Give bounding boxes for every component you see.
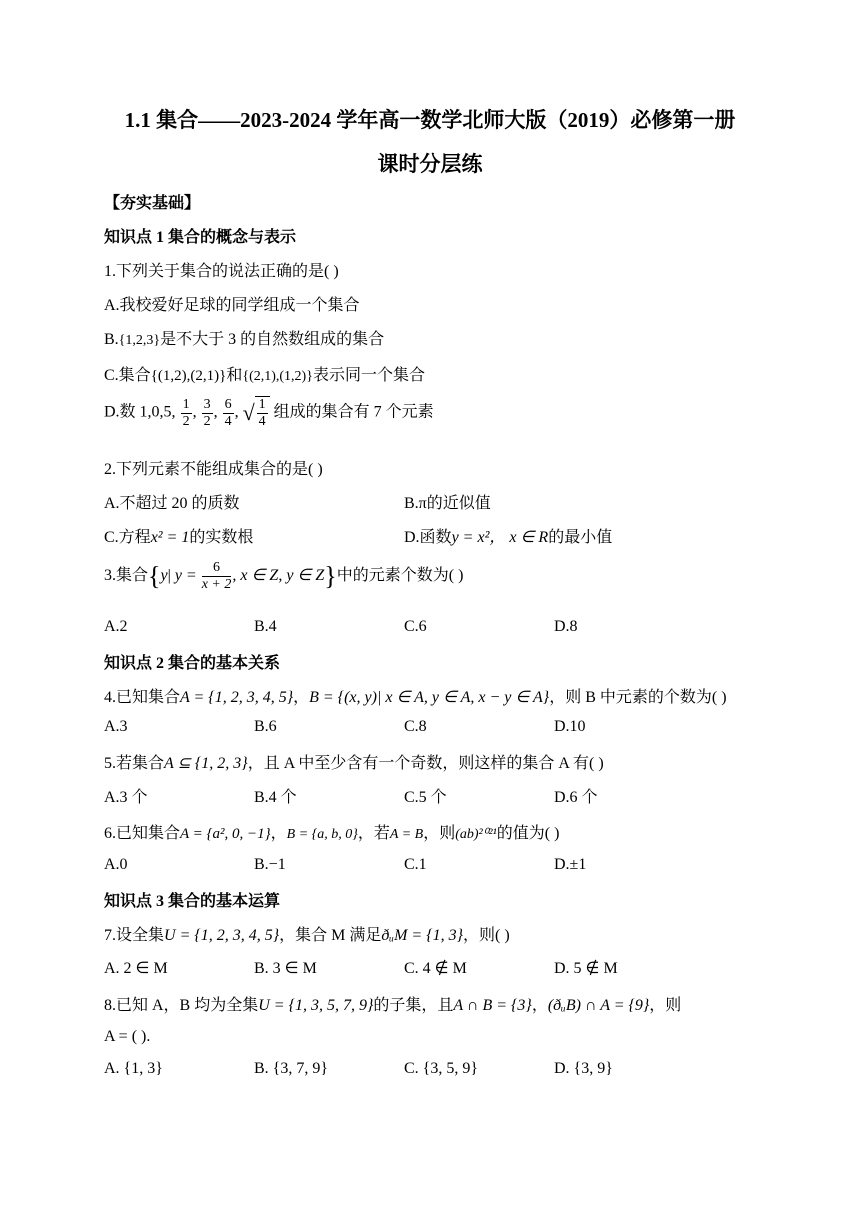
q7-stem: 7.设全集U = {1, 2, 3, 4, 5}，集合 M 满足ðᵤM = {1, 3}，则( ): [104, 927, 510, 944]
q1-option-a: A.我校爱好足球的同学组成一个集合: [104, 297, 360, 314]
fraction: $\frac{6}{x + 2}$: [201, 560, 232, 592]
q6-option-a: A.0: [104, 856, 128, 873]
fraction: $\frac{3}{2}$: [203, 396, 211, 429]
q8-option-b: B. {3, 7, 9}: [254, 1060, 329, 1077]
doc-title-line2: 课时分层练: [377, 152, 483, 176]
q1-option-b: B.{1,2,3}是不大于 3 的自然数组成的集合: [104, 331, 385, 348]
q4-option-d: D.10: [554, 718, 586, 735]
knowledge-point-1: 知识点 1 集合的概念与表示: [104, 229, 297, 246]
q1-stem: 1.下列关于集合的说法正确的是( ): [104, 263, 339, 280]
fraction: $\frac{6}{4}$: [224, 396, 232, 429]
fraction: $\frac{1}{2}$: [182, 396, 190, 429]
q3-option-c: C.6: [404, 618, 427, 635]
q2-stem: 2.下列元素不能组成集合的是( ): [104, 461, 323, 478]
q5-stem: 5.若集合A ⊆ {1, 2, 3}，且 A 中至少含有一个奇数，则这样的集合 A 有( ): [104, 755, 604, 772]
q1-option-c: C.集合{(1,2),(2,1)}和{(2,1),(1,2)}表示同一个集合: [104, 367, 425, 384]
q8-option-a: A. {1, 3}: [104, 1060, 163, 1077]
q8-option-d: D. {3, 9}: [554, 1060, 613, 1077]
knowledge-point-3: 知识点 3 集合的基本运算: [104, 893, 281, 910]
q7-option-a: A. 2 ∈ M: [104, 960, 168, 977]
q5-option-d: D.6 个: [554, 789, 598, 806]
q8-stem: 8.已知 A，B 均为全集U = {1, 3, 5, 7, 9}的子集，且A ∩ B = {3}，(ðᵤB) ∩ A = {9}，则: [104, 997, 682, 1014]
q6-stem: 6.已知集合A = {a², 0, −1}，B = {a, b, 0}，若A = B，则(ab)²⁰²¹的值为( ): [104, 825, 560, 842]
doc-title-line1: 1.1 集合——2023-2024 学年高一数学北师大版（2019）必修第一册: [124, 108, 736, 132]
q2-option-c: C.方程x² = 1的实数根: [104, 529, 254, 546]
q8-stem-line2: A = ( ).: [104, 1028, 151, 1045]
q3-option-a: A.2: [104, 618, 128, 635]
knowledge-point-2: 知识点 2 集合的基本关系: [104, 655, 281, 672]
q2-option-d: D.函数y = x²， x ∈ R的最小值: [404, 529, 613, 546]
q3-stem: 3.集合{y| y = $\frac{6}{x + 2}$ , x ∈ Z, y ∈ Z}中的元素个数为( ): [104, 560, 464, 592]
q2-option-b: B.π的近似值: [404, 495, 491, 512]
q5-option-c: C.5 个: [404, 789, 447, 806]
q5-option-a: A.3 个: [104, 789, 148, 806]
q5-option-b: B.4 个: [254, 789, 297, 806]
section-heading: 【夯实基础】: [104, 195, 201, 212]
q7-option-b: B. 3 ∈ M: [254, 960, 317, 977]
q6-option-b: B.−1: [254, 856, 286, 873]
q1-option-d: D.数 1,0,5, $\frac{1}{2}$ , $\frac{3}{2}$ , $\frac{6}{4}$ , √ $\frac{1}{4}$ 组成的集合有 7 个元素: [104, 396, 434, 429]
q6-option-d: D.±1: [554, 856, 587, 873]
q3-option-b: B.4: [254, 618, 277, 635]
q7-option-d: D. 5 ∉ M: [554, 960, 618, 977]
q7-option-c: C. 4 ∉ M: [404, 960, 467, 977]
sqrt-expression: √ $\frac{1}{4}$: [243, 396, 270, 430]
q4-option-a: A.3: [104, 718, 128, 735]
q8-option-c: C. {3, 5, 9}: [404, 1060, 479, 1077]
q4-option-b: B.6: [254, 718, 277, 735]
q3-option-d: D.8: [554, 618, 578, 635]
q4-option-c: C.8: [404, 718, 427, 735]
q6-option-c: C.1: [404, 856, 427, 873]
q2-option-a: A.不超过 20 的质数: [104, 495, 240, 512]
q4-stem: 4.已知集合A = {1, 2, 3, 4, 5}，B = {(x, y)| x ∈ A, y ∈ A, x − y ∈ A}，则 B 中元素的个数为( ): [104, 689, 727, 706]
